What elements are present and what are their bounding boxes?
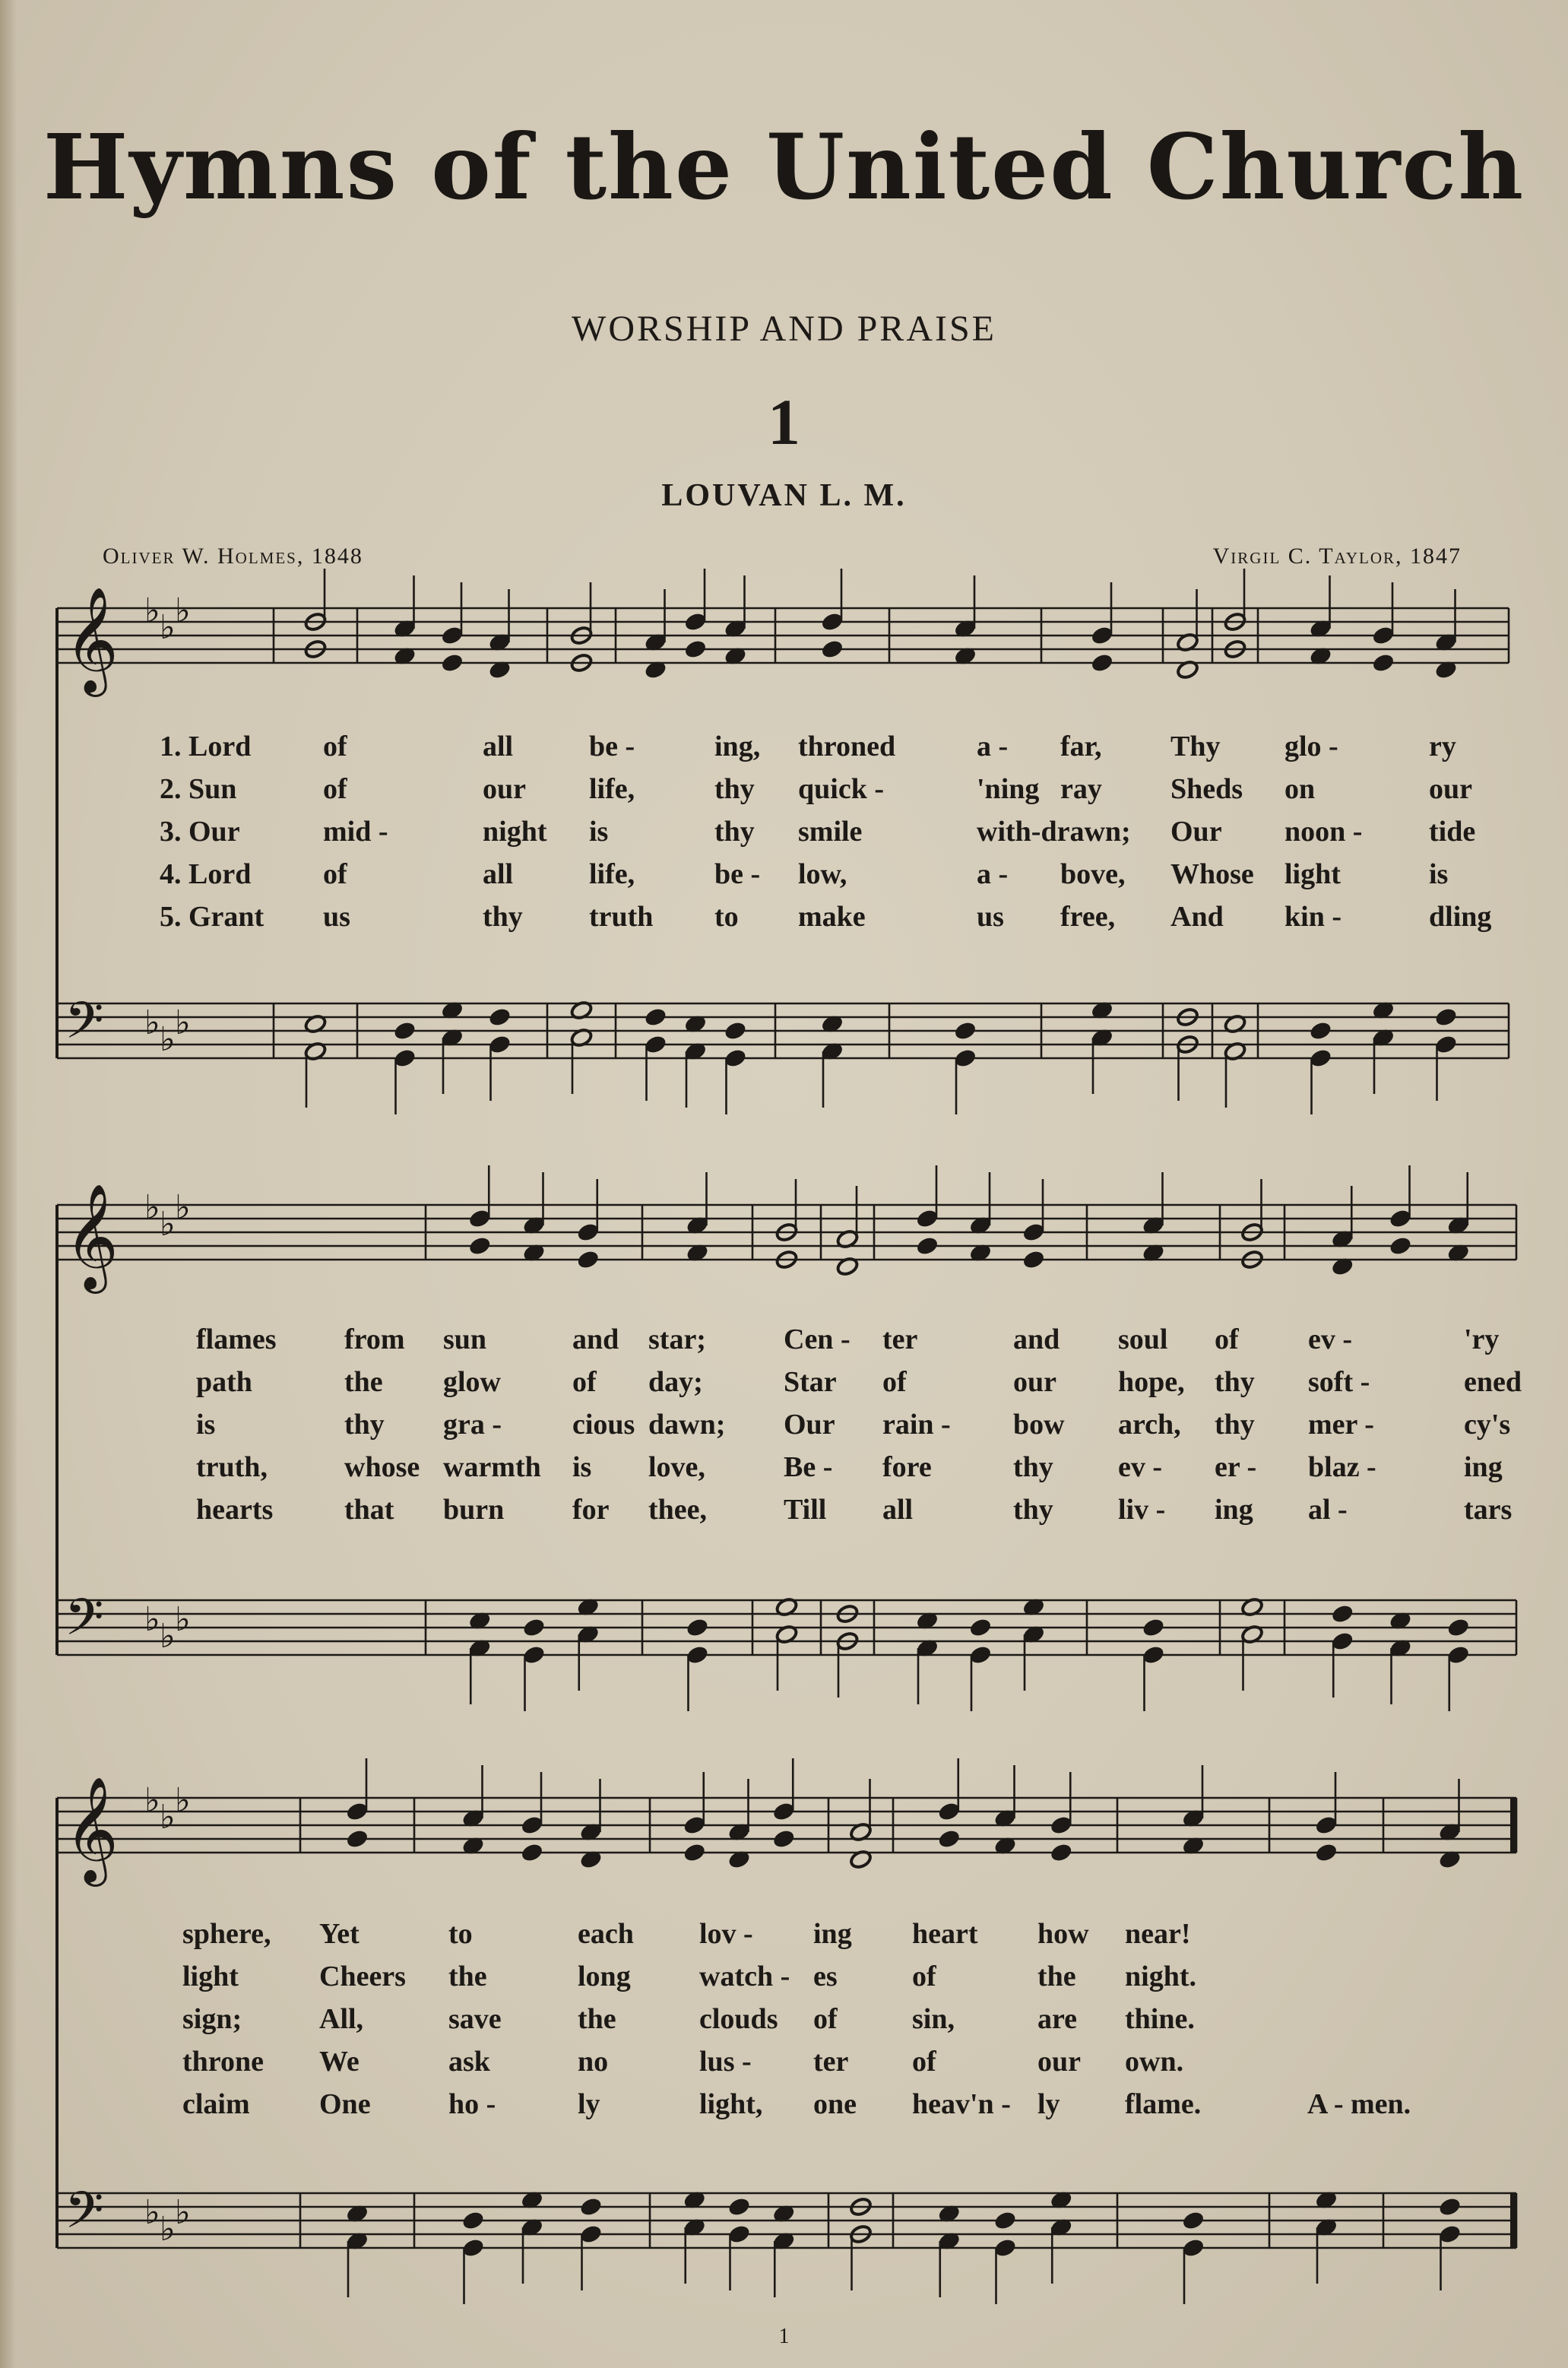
lyric-syllable: ev - [1308, 1323, 1353, 1355]
lyric-syllable: thy [1215, 1366, 1255, 1398]
note-head [1438, 2196, 1462, 2217]
lyric-syllable: to [714, 901, 739, 933]
lyric-syllable: of [323, 731, 347, 762]
lyric-syllable: thine. [1125, 2003, 1195, 2035]
lyric-syllable: ly [578, 2088, 600, 2120]
bass-clef-icon: 𝄢 [65, 2181, 104, 2252]
lyric-syllable: light [182, 1961, 239, 1992]
lyric-syllable: 5. Grant [160, 901, 265, 933]
lyric-syllable: path [196, 1366, 252, 1398]
flat-icon: ♭ [144, 1003, 160, 1042]
flat-icon: ♭ [160, 2210, 176, 2249]
lyric-syllable: claim [182, 2088, 250, 2120]
lyric-syllable: 4. Lord [160, 858, 252, 890]
lyric-syllable: ter [882, 1323, 918, 1355]
lyric-syllable: al - [1308, 1494, 1348, 1526]
lyric-syllable: watch - [699, 1961, 790, 1992]
lyric-syllable: gra - [443, 1409, 502, 1441]
lyric-syllable: rain - [882, 1409, 951, 1441]
lyric-syllable: thy [483, 901, 523, 933]
lyric-syllable: our [1429, 773, 1472, 805]
lyric-syllable: thy [714, 773, 755, 805]
final-bar [1510, 2193, 1516, 2248]
lyric-syllable: Our [1170, 816, 1222, 848]
lyric-syllable: our [1013, 1366, 1056, 1398]
lyric-syllable: thee, [648, 1494, 708, 1526]
lyric-syllable: sign; [182, 2003, 242, 2035]
lyric-syllable: throned [798, 731, 896, 762]
lyric-syllable: thy [344, 1409, 385, 1441]
lyric-syllable: hope, [1118, 1366, 1185, 1398]
lyric-syllable: Whose [1170, 858, 1254, 890]
lyric-syllable: ing [1464, 1451, 1503, 1483]
lyric-syllable: of [882, 1366, 907, 1398]
bass-clef-icon: 𝄢 [65, 991, 104, 1062]
flat-icon: ♭ [160, 1617, 176, 1656]
lyric-syllable: ev - [1118, 1451, 1163, 1483]
lyric-syllable: bove, [1060, 858, 1126, 890]
lyric-syllable: long [578, 1961, 631, 1992]
lyric-syllable: is [572, 1451, 592, 1483]
lyric-syllable: ry [1429, 731, 1456, 762]
lyric-syllable: One [319, 2088, 371, 2120]
lyrics-system-3 [182, 1917, 1520, 2145]
lyric-syllable: Star [784, 1366, 837, 1398]
lyrics-system-2 [196, 1323, 1520, 1551]
note-head [1142, 1617, 1165, 1637]
flat-icon: ♭ [175, 1600, 191, 1639]
lyric-syllable: Be - [784, 1451, 833, 1483]
section-heading: WORSHIP AND PRAISE [572, 309, 996, 349]
lyric-syllable: glow [443, 1366, 501, 1398]
lyric-syllable: star; [648, 1323, 706, 1355]
lyric-syllable: one [813, 2088, 857, 2120]
flat-icon: ♭ [144, 1188, 160, 1227]
lyric-syllable: tars [1464, 1494, 1513, 1526]
lyric-syllable: smile [798, 816, 863, 848]
lyric-syllable: Till [784, 1494, 827, 1526]
lyric-syllable: near! [1125, 1918, 1191, 1950]
note-head [683, 639, 707, 659]
lyric-syllable: er - [1215, 1451, 1257, 1483]
note-head [1434, 1006, 1458, 1027]
lyric-syllable: are [1037, 2003, 1078, 2035]
note-head [1090, 652, 1113, 673]
note-head [686, 1617, 709, 1637]
lyric-syllable: and [572, 1323, 619, 1355]
lyric-syllable: dling [1429, 901, 1492, 933]
note-head [772, 1828, 796, 1849]
flat-icon: ♭ [160, 1020, 176, 1059]
lyric-syllable: our [483, 773, 526, 805]
note-head [1181, 2210, 1205, 2230]
lyric-syllable: is [589, 816, 609, 848]
lyric-syllable: Cheers [319, 1961, 406, 1992]
lyric-syllable: night [483, 816, 547, 848]
lyric-syllable: of [912, 2046, 936, 2078]
note-head [968, 1617, 992, 1637]
note-head [345, 1828, 369, 1849]
lyric-syllable: 2. Sun [160, 773, 237, 805]
lyric-syllable: far, [1060, 731, 1102, 762]
lyric-syllable: all [882, 1494, 914, 1526]
lyric-syllable: is [1429, 858, 1449, 890]
lyric-syllable: cious [572, 1409, 635, 1441]
lyric-syllable: cy's [1464, 1409, 1511, 1441]
lyric-syllable: the [578, 2003, 616, 2035]
lyric-syllable: arch, [1118, 1409, 1181, 1441]
note-head [576, 1249, 600, 1270]
lyric-syllable: liv - [1118, 1494, 1166, 1526]
lyric-syllable: flame. [1125, 2088, 1202, 2120]
lyric-syllable: Yet [319, 1918, 360, 1950]
note-head [1314, 1842, 1338, 1862]
lyric-syllable: Sheds [1170, 773, 1243, 805]
lyric-syllable: no [578, 2046, 609, 2078]
note-head [522, 1617, 546, 1637]
lyric-syllable: soft - [1308, 1366, 1370, 1398]
lyric-syllable: whose [344, 1451, 420, 1483]
lyric-syllable: es [813, 1961, 838, 1992]
lyric-syllable: us [323, 901, 350, 933]
lyric-syllable: 'ry [1464, 1323, 1500, 1355]
lyric-syllable: We [319, 2046, 360, 2078]
lyric-syllable: ing [1215, 1494, 1253, 1526]
lyric-syllable: be - [589, 731, 635, 762]
lyric-syllable: quick - [798, 773, 884, 805]
lyric-syllable: low, [798, 858, 847, 890]
note-head [644, 1006, 667, 1027]
lyric-syllable: of [1215, 1323, 1239, 1355]
lyric-syllable: love, [648, 1451, 705, 1483]
lyric-syllable: Thy [1170, 731, 1221, 762]
lyric-syllable: dawn; [648, 1409, 726, 1441]
lyric-syllable: Cen - [784, 1323, 851, 1355]
treble-clef-icon: 𝄞 [65, 1184, 119, 1289]
treble-clef-icon: 𝄞 [65, 587, 119, 693]
note-head [1309, 1020, 1332, 1041]
lyric-syllable: night. [1125, 1961, 1196, 1992]
lyric-syllable: glo - [1284, 731, 1338, 762]
note-head [724, 1020, 747, 1041]
flat-icon: ♭ [160, 608, 176, 647]
lyric-syllable: sun [443, 1323, 487, 1355]
lyric-syllable: lus - [699, 2046, 752, 2078]
treble-clef-icon: 𝄞 [65, 1777, 119, 1882]
note-head [953, 1020, 977, 1041]
lyric-syllable: flames [196, 1323, 277, 1355]
note-head [1022, 1249, 1045, 1270]
lyric-syllable: truth [589, 901, 654, 933]
lyrics-system-1 [160, 730, 1520, 958]
lyric-syllable: ho - [448, 2088, 496, 2120]
lyric-syllable: thy [1013, 1494, 1053, 1526]
lyric-syllable: truth, [196, 1451, 268, 1483]
note-head [683, 1842, 706, 1862]
lyric-syllable: A - men. [1307, 2088, 1411, 2120]
lyric-syllable: on [1284, 773, 1316, 805]
lyric-syllable: the [1037, 1961, 1076, 1992]
lyric-syllable: be - [714, 858, 761, 890]
lyric-syllable: and [1013, 1323, 1060, 1355]
lyric-syllable: of [813, 2003, 838, 2035]
lyric-syllable: clouds [699, 2003, 778, 2035]
lyric-syllable: thy [714, 816, 755, 848]
lyric-syllable: from [344, 1323, 405, 1355]
flat-icon: ♭ [175, 2193, 191, 2232]
lyric-syllable: life, [589, 773, 635, 805]
flat-icon: ♭ [144, 591, 160, 630]
note-head [915, 1235, 939, 1256]
lyric-syllable: is [196, 1409, 216, 1441]
lyric-syllable: ray [1060, 773, 1102, 805]
lyric-syllable: And [1170, 901, 1224, 933]
lyric-syllable: all [483, 731, 514, 762]
note-head [488, 1006, 512, 1027]
flat-icon: ♭ [175, 1003, 191, 1042]
lyric-syllable: light [1284, 858, 1341, 890]
lyric-syllable: us [977, 901, 1004, 933]
flat-icon: ♭ [160, 1205, 176, 1244]
note-head [520, 1842, 543, 1862]
lyric-syllable: free, [1060, 901, 1116, 933]
lyric-syllable: lov - [699, 1918, 753, 1950]
tune-name: LOUVAN L. M. [661, 478, 907, 513]
lyric-syllable: sin, [912, 2003, 955, 2035]
flat-icon: ♭ [175, 1781, 191, 1820]
lyric-syllable: fore [882, 1451, 932, 1483]
lyric-syllable: warmth [443, 1451, 541, 1483]
lyric-syllable: to [448, 1918, 473, 1950]
composer-credit: Virgil C. Taylor, 1847 [1212, 544, 1462, 569]
lyric-syllable: ing [813, 1918, 852, 1950]
page-number: 1 [778, 2325, 790, 2348]
lyric-syllable: 1. Lord [160, 731, 252, 762]
flat-icon: ♭ [175, 1188, 191, 1227]
lyric-syllable: save [448, 2003, 502, 2035]
lyric-syllable: ing, [714, 731, 761, 762]
lyric-syllable: All, [319, 2003, 364, 2035]
note-head [1446, 1617, 1470, 1637]
note-head [468, 1235, 492, 1256]
note-head [993, 2210, 1017, 2230]
lyric-syllable: hearts [196, 1494, 274, 1526]
lyric-syllable: 3. Our [160, 816, 240, 848]
lyric-syllable: ened [1464, 1366, 1522, 1398]
note-head [440, 652, 464, 673]
lyric-syllable: ly [1037, 2088, 1060, 2120]
book-title: Hymns of the United Church [43, 114, 1525, 220]
lyric-syllable: the [344, 1366, 383, 1398]
lyric-syllable: mid - [323, 816, 388, 848]
lyric-syllable: mer - [1308, 1409, 1374, 1441]
lyric-syllable: of [323, 773, 347, 805]
note-head [1331, 1603, 1354, 1624]
lyric-syllable: day; [648, 1366, 703, 1398]
note-head [937, 1828, 961, 1849]
lyric-syllable: all [483, 858, 514, 890]
note-head [727, 2196, 751, 2217]
lyric-syllable: soul [1118, 1323, 1168, 1355]
lyric-syllable: thy [1215, 1409, 1255, 1441]
lyric-syllable: bow [1013, 1409, 1065, 1441]
lyric-syllable: own. [1125, 2046, 1184, 2078]
note-head [1371, 652, 1395, 673]
hymn-number: 1 [768, 385, 800, 458]
lyric-syllable: ter [813, 2046, 849, 2078]
lyric-syllable: heav'n - [912, 2088, 1011, 2120]
lyric-syllable: with-drawn; [977, 816, 1131, 848]
lyric-syllable: of [572, 1366, 597, 1398]
note-head [461, 2210, 485, 2230]
bass-clef-icon: 𝄢 [65, 1588, 104, 1659]
lyric-syllable: of [323, 858, 347, 890]
flat-icon: ♭ [144, 1781, 160, 1820]
lyric-syllable: kin - [1284, 901, 1342, 933]
lyric-syllable: tide [1429, 816, 1476, 848]
flat-icon: ♭ [160, 1798, 176, 1837]
note-head [579, 2196, 603, 2217]
lyric-syllable: of [912, 1961, 936, 1992]
author-credit: Oliver W. Holmes, 1848 [103, 544, 363, 569]
lyric-syllable: a - [977, 731, 1009, 762]
lyric-syllable: light, [699, 2088, 763, 2120]
lyric-syllable: that [344, 1494, 394, 1526]
note-head [393, 1020, 417, 1041]
note-head [820, 639, 844, 659]
lyric-syllable: 'ning [977, 773, 1040, 805]
lyric-syllable: sphere, [182, 1918, 271, 1950]
lyric-syllable: noon - [1284, 816, 1363, 848]
lyric-syllable: throne [182, 2046, 264, 2078]
lyric-syllable: the [448, 1961, 487, 1992]
flat-icon: ♭ [144, 1600, 160, 1639]
lyric-syllable: blaz - [1308, 1451, 1376, 1483]
flat-icon: ♭ [144, 2193, 160, 2232]
lyric-syllable: thy [1013, 1451, 1053, 1483]
flat-icon: ♭ [175, 591, 191, 630]
lyric-syllable: Our [784, 1409, 835, 1441]
lyric-syllable: burn [443, 1494, 505, 1526]
final-bar [1510, 1798, 1516, 1853]
lyric-syllable: ask [448, 2046, 490, 2078]
lyric-syllable: heart [912, 1918, 978, 1950]
lyric-syllable: how [1037, 1918, 1089, 1950]
lyric-syllable: each [578, 1918, 634, 1950]
note-head [1050, 1842, 1073, 1862]
lyric-syllable: a - [977, 858, 1009, 890]
lyric-syllable: make [798, 901, 866, 933]
lyric-syllable: for [572, 1494, 610, 1526]
lyric-syllable: life, [589, 858, 635, 890]
note-head [1389, 1235, 1412, 1256]
lyric-syllable: our [1037, 2046, 1081, 2078]
